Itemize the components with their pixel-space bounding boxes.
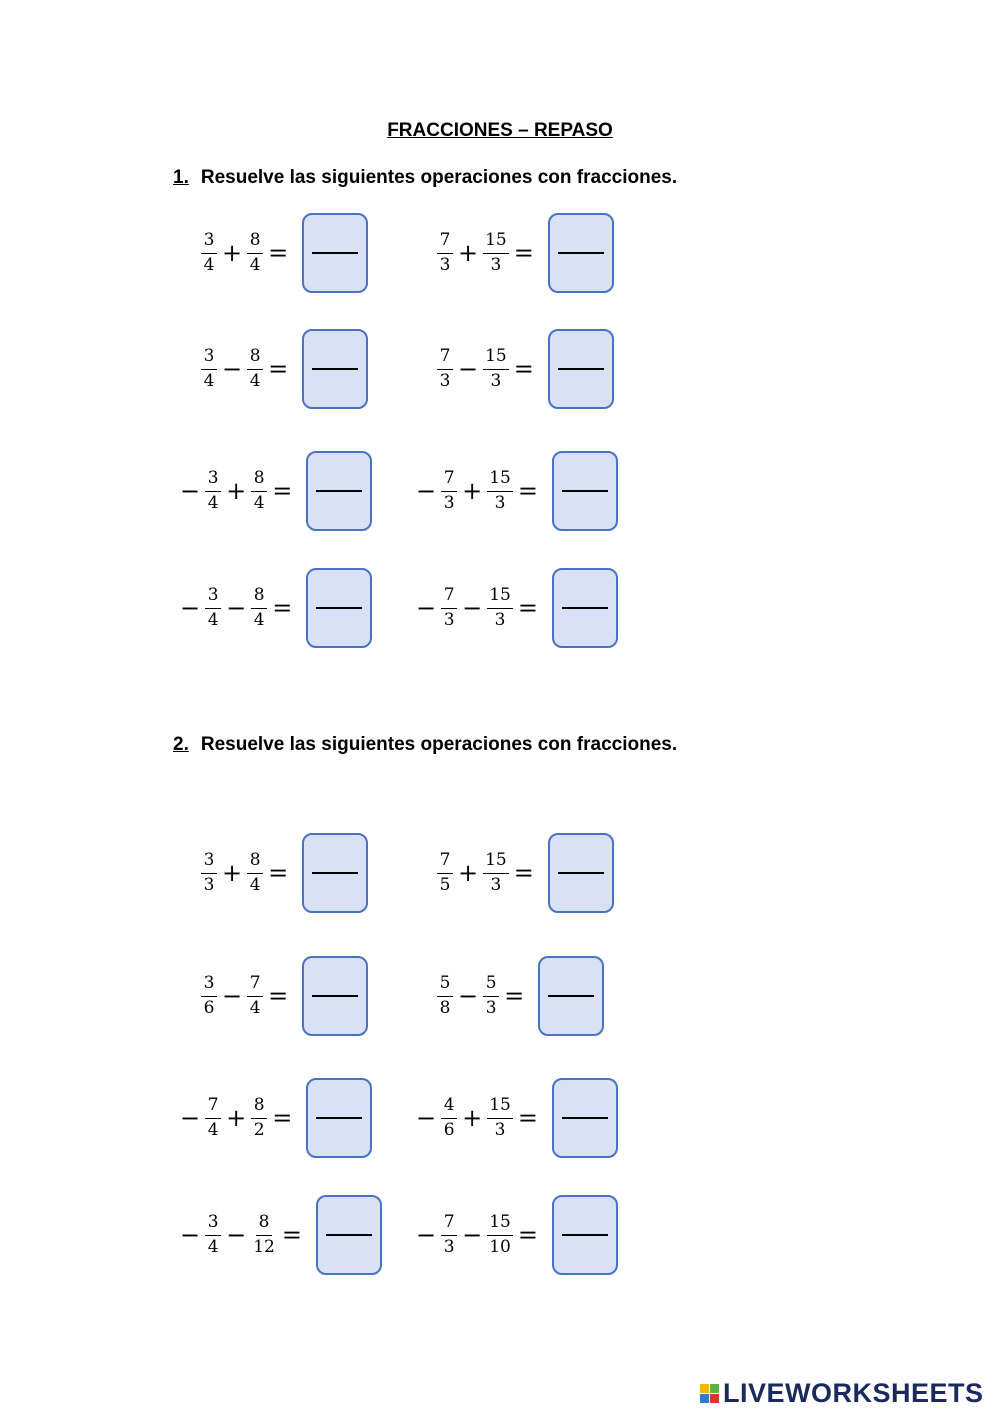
- equals-sign: =: [268, 982, 289, 1010]
- answer-box[interactable]: [548, 329, 614, 409]
- denominator: 3: [203, 874, 215, 895]
- equals-sign: =: [268, 355, 289, 383]
- numerator: 15: [487, 469, 513, 492]
- denominator: 3: [443, 1236, 455, 1257]
- equals-sign: =: [517, 594, 538, 622]
- operator: −: [226, 594, 247, 622]
- denominator: 8: [439, 997, 451, 1018]
- answer-box[interactable]: [552, 451, 618, 531]
- fraction-b: [487, 1096, 513, 1140]
- denominator: 3: [439, 254, 451, 275]
- fraction-b: [483, 347, 509, 391]
- operator: +: [222, 239, 243, 267]
- numerator: 3: [201, 851, 217, 874]
- fraction-a: [201, 851, 217, 895]
- numerator: 15: [487, 1096, 513, 1119]
- answer-box[interactable]: [552, 568, 618, 648]
- negative-sign: −: [180, 1104, 201, 1132]
- numerator: 15: [487, 586, 513, 609]
- fraction-bar: [558, 252, 604, 255]
- denominator: 3: [439, 370, 451, 391]
- answer-box[interactable]: [306, 451, 372, 531]
- fraction-b: [251, 469, 267, 513]
- fraction-bar: [562, 607, 608, 610]
- answer-box[interactable]: [302, 213, 368, 293]
- numerator: 3: [201, 974, 217, 997]
- negative-sign: −: [180, 1221, 201, 1249]
- fraction-a: [441, 1213, 457, 1257]
- numerator: 7: [441, 586, 457, 609]
- equals-sign: =: [272, 1104, 293, 1132]
- equals-sign: =: [517, 1104, 538, 1132]
- exercise-1-7: [176, 566, 372, 650]
- fraction-bar: [316, 1117, 362, 1120]
- denominator: 4: [207, 1236, 219, 1257]
- answer-box[interactable]: [316, 1195, 382, 1275]
- equals-sign: =: [272, 477, 293, 505]
- denominator: 4: [207, 609, 219, 630]
- exercise-2-3: [200, 954, 368, 1038]
- denominator: 4: [249, 370, 261, 391]
- operator: +: [222, 859, 243, 887]
- numerator: 8: [247, 347, 263, 370]
- equals-sign: =: [272, 594, 293, 622]
- fraction-bar: [312, 995, 358, 998]
- answer-box[interactable]: [548, 213, 614, 293]
- denominator: 4: [203, 254, 215, 275]
- fraction-b: [251, 1213, 277, 1257]
- denominator: 2: [253, 1119, 265, 1140]
- fraction-bar: [558, 368, 604, 371]
- section-1-heading: [173, 167, 677, 189]
- exercise-2-6: [412, 1076, 618, 1160]
- negative-sign: −: [180, 594, 201, 622]
- numerator: 4: [441, 1096, 457, 1119]
- negative-sign: −: [416, 1104, 437, 1132]
- denominator: 3: [443, 492, 455, 513]
- operator: +: [458, 239, 479, 267]
- answer-box[interactable]: [552, 1078, 618, 1158]
- fraction-a: [205, 469, 221, 513]
- answer-box[interactable]: [306, 1078, 372, 1158]
- denominator: 4: [207, 1119, 219, 1140]
- numerator: 3: [201, 347, 217, 370]
- numerator: 8: [251, 1096, 267, 1119]
- fraction-b: [251, 586, 267, 630]
- numerator: 8: [251, 469, 267, 492]
- fraction-b: [483, 974, 499, 1018]
- fraction-a: [441, 1096, 457, 1140]
- operator: −: [226, 1221, 247, 1249]
- exercise-2-7: [176, 1193, 382, 1277]
- equals-sign: =: [513, 859, 534, 887]
- denominator: 6: [443, 1119, 455, 1140]
- section-2-heading: [173, 734, 677, 756]
- answer-box[interactable]: [552, 1195, 618, 1275]
- exercise-1-1: [200, 211, 368, 295]
- equals-sign: =: [517, 477, 538, 505]
- fraction-bar: [562, 1117, 608, 1120]
- operator: +: [458, 859, 479, 887]
- denominator: 10: [489, 1236, 511, 1257]
- equals-sign: =: [517, 1221, 538, 1249]
- liveworksheets-logo: [700, 1378, 984, 1408]
- operator: −: [458, 355, 479, 383]
- fraction-b: [483, 851, 509, 895]
- denominator: 3: [490, 254, 502, 275]
- denominator: 3: [485, 997, 497, 1018]
- fraction-b: [483, 231, 509, 275]
- exercise-1-4: [436, 327, 614, 411]
- numerator: 5: [483, 974, 499, 997]
- denominator: 3: [443, 609, 455, 630]
- operator: −: [462, 1221, 483, 1249]
- logo-text: LIVEWORKSHEETS: [723, 1377, 984, 1408]
- denominator: 4: [253, 492, 265, 513]
- fraction-a: [437, 851, 453, 895]
- exercise-1-5: [176, 449, 372, 533]
- fraction-a: [437, 231, 453, 275]
- denominator: 3: [490, 370, 502, 391]
- numerator: 7: [247, 974, 263, 997]
- denominator: 3: [490, 874, 502, 895]
- fraction-bar: [316, 490, 362, 493]
- denominator: 5: [439, 874, 451, 895]
- fraction-bar: [316, 607, 362, 610]
- fraction-bar: [312, 368, 358, 371]
- fraction-a: [205, 1213, 221, 1257]
- numerator: 8: [247, 231, 263, 254]
- fraction-a: [201, 347, 217, 391]
- operator: −: [222, 355, 243, 383]
- equals-sign: =: [513, 355, 534, 383]
- fraction-b: [251, 1096, 267, 1140]
- equals-sign: =: [513, 239, 534, 267]
- numerator: 3: [201, 231, 217, 254]
- denominator: 4: [249, 874, 261, 895]
- fraction-b: [487, 469, 513, 513]
- fraction-a: [205, 586, 221, 630]
- section-2-instruction: Resuelve las siguientes operaciones con fracciones.: [200, 734, 678, 755]
- answer-box[interactable]: [302, 956, 368, 1036]
- fraction-bar: [562, 490, 608, 493]
- numerator: 8: [247, 851, 263, 874]
- negative-sign: −: [416, 594, 437, 622]
- denominator: 4: [203, 370, 215, 391]
- numerator: 5: [437, 974, 453, 997]
- answer-box[interactable]: [548, 833, 614, 913]
- operator: −: [222, 982, 243, 1010]
- exercise-1-8: [412, 566, 618, 650]
- answer-box[interactable]: [302, 833, 368, 913]
- section-2-number: 2.: [173, 734, 189, 755]
- fraction-bar: [562, 1234, 608, 1237]
- fraction-b: [487, 586, 513, 630]
- operator: +: [462, 477, 483, 505]
- fraction-a: [205, 1096, 221, 1140]
- exercise-2-1: [200, 831, 368, 915]
- numerator: 15: [483, 347, 509, 370]
- exercise-1-2: [436, 211, 614, 295]
- numerator: 8: [256, 1213, 272, 1236]
- fraction-bar: [312, 872, 358, 875]
- fraction-b: [487, 1213, 513, 1257]
- denominator: 4: [207, 492, 219, 513]
- fraction-bar: [548, 995, 594, 998]
- exercise-1-3: [200, 327, 368, 411]
- answer-box[interactable]: [302, 329, 368, 409]
- operator: +: [462, 1104, 483, 1132]
- equals-sign: =: [504, 982, 525, 1010]
- operator: −: [462, 594, 483, 622]
- exercise-2-2: [436, 831, 614, 915]
- fraction-a: [441, 469, 457, 513]
- fraction-bar: [558, 872, 604, 875]
- negative-sign: −: [416, 477, 437, 505]
- denominator: 3: [494, 1119, 506, 1140]
- numerator: 3: [205, 586, 221, 609]
- page-title: FRACCIONES – REPASO: [387, 120, 613, 141]
- denominator: 3: [494, 492, 506, 513]
- equals-sign: =: [268, 239, 289, 267]
- operator: −: [458, 982, 479, 1010]
- denominator: 4: [249, 254, 261, 275]
- fraction-a: [437, 974, 453, 1018]
- fraction-a: [441, 586, 457, 630]
- fraction-bar: [312, 252, 358, 255]
- section-1-instruction: Resuelve las siguientes operaciones con fracciones.: [200, 167, 678, 188]
- denominator: 6: [203, 997, 215, 1018]
- section-1-number: 1.: [173, 167, 189, 188]
- fraction-a: [437, 347, 453, 391]
- numerator: 15: [487, 1213, 513, 1236]
- fraction-a: [201, 974, 217, 1018]
- answer-box[interactable]: [306, 568, 372, 648]
- fraction-b: [247, 974, 263, 1018]
- fraction-b: [247, 851, 263, 895]
- fraction-b: [247, 347, 263, 391]
- numerator: 7: [437, 347, 453, 370]
- fraction-b: [247, 231, 263, 275]
- numerator: 15: [483, 851, 509, 874]
- operator: +: [226, 477, 247, 505]
- numerator: 7: [437, 851, 453, 874]
- denominator: 4: [249, 997, 261, 1018]
- equals-sign: =: [268, 859, 289, 887]
- negative-sign: −: [180, 477, 201, 505]
- exercise-2-4: [436, 954, 604, 1038]
- numerator: 8: [251, 586, 267, 609]
- numerator: 7: [441, 469, 457, 492]
- logo-icon: [700, 1384, 719, 1403]
- fraction-bar: [326, 1234, 372, 1237]
- denominator: 4: [253, 609, 265, 630]
- numerator: 3: [205, 1213, 221, 1236]
- denominator: 3: [494, 609, 506, 630]
- numerator: 7: [205, 1096, 221, 1119]
- numerator: 7: [441, 1213, 457, 1236]
- equals-sign: =: [281, 1221, 302, 1249]
- exercise-1-6: [412, 449, 618, 533]
- operator: +: [226, 1104, 247, 1132]
- exercise-2-8: [412, 1193, 618, 1277]
- numerator: 7: [437, 231, 453, 254]
- answer-box[interactable]: [538, 956, 604, 1036]
- exercise-2-5: [176, 1076, 372, 1160]
- numerator: 15: [483, 231, 509, 254]
- denominator: 12: [253, 1236, 275, 1257]
- negative-sign: −: [416, 1221, 437, 1249]
- numerator: 3: [205, 469, 221, 492]
- fraction-a: [201, 231, 217, 275]
